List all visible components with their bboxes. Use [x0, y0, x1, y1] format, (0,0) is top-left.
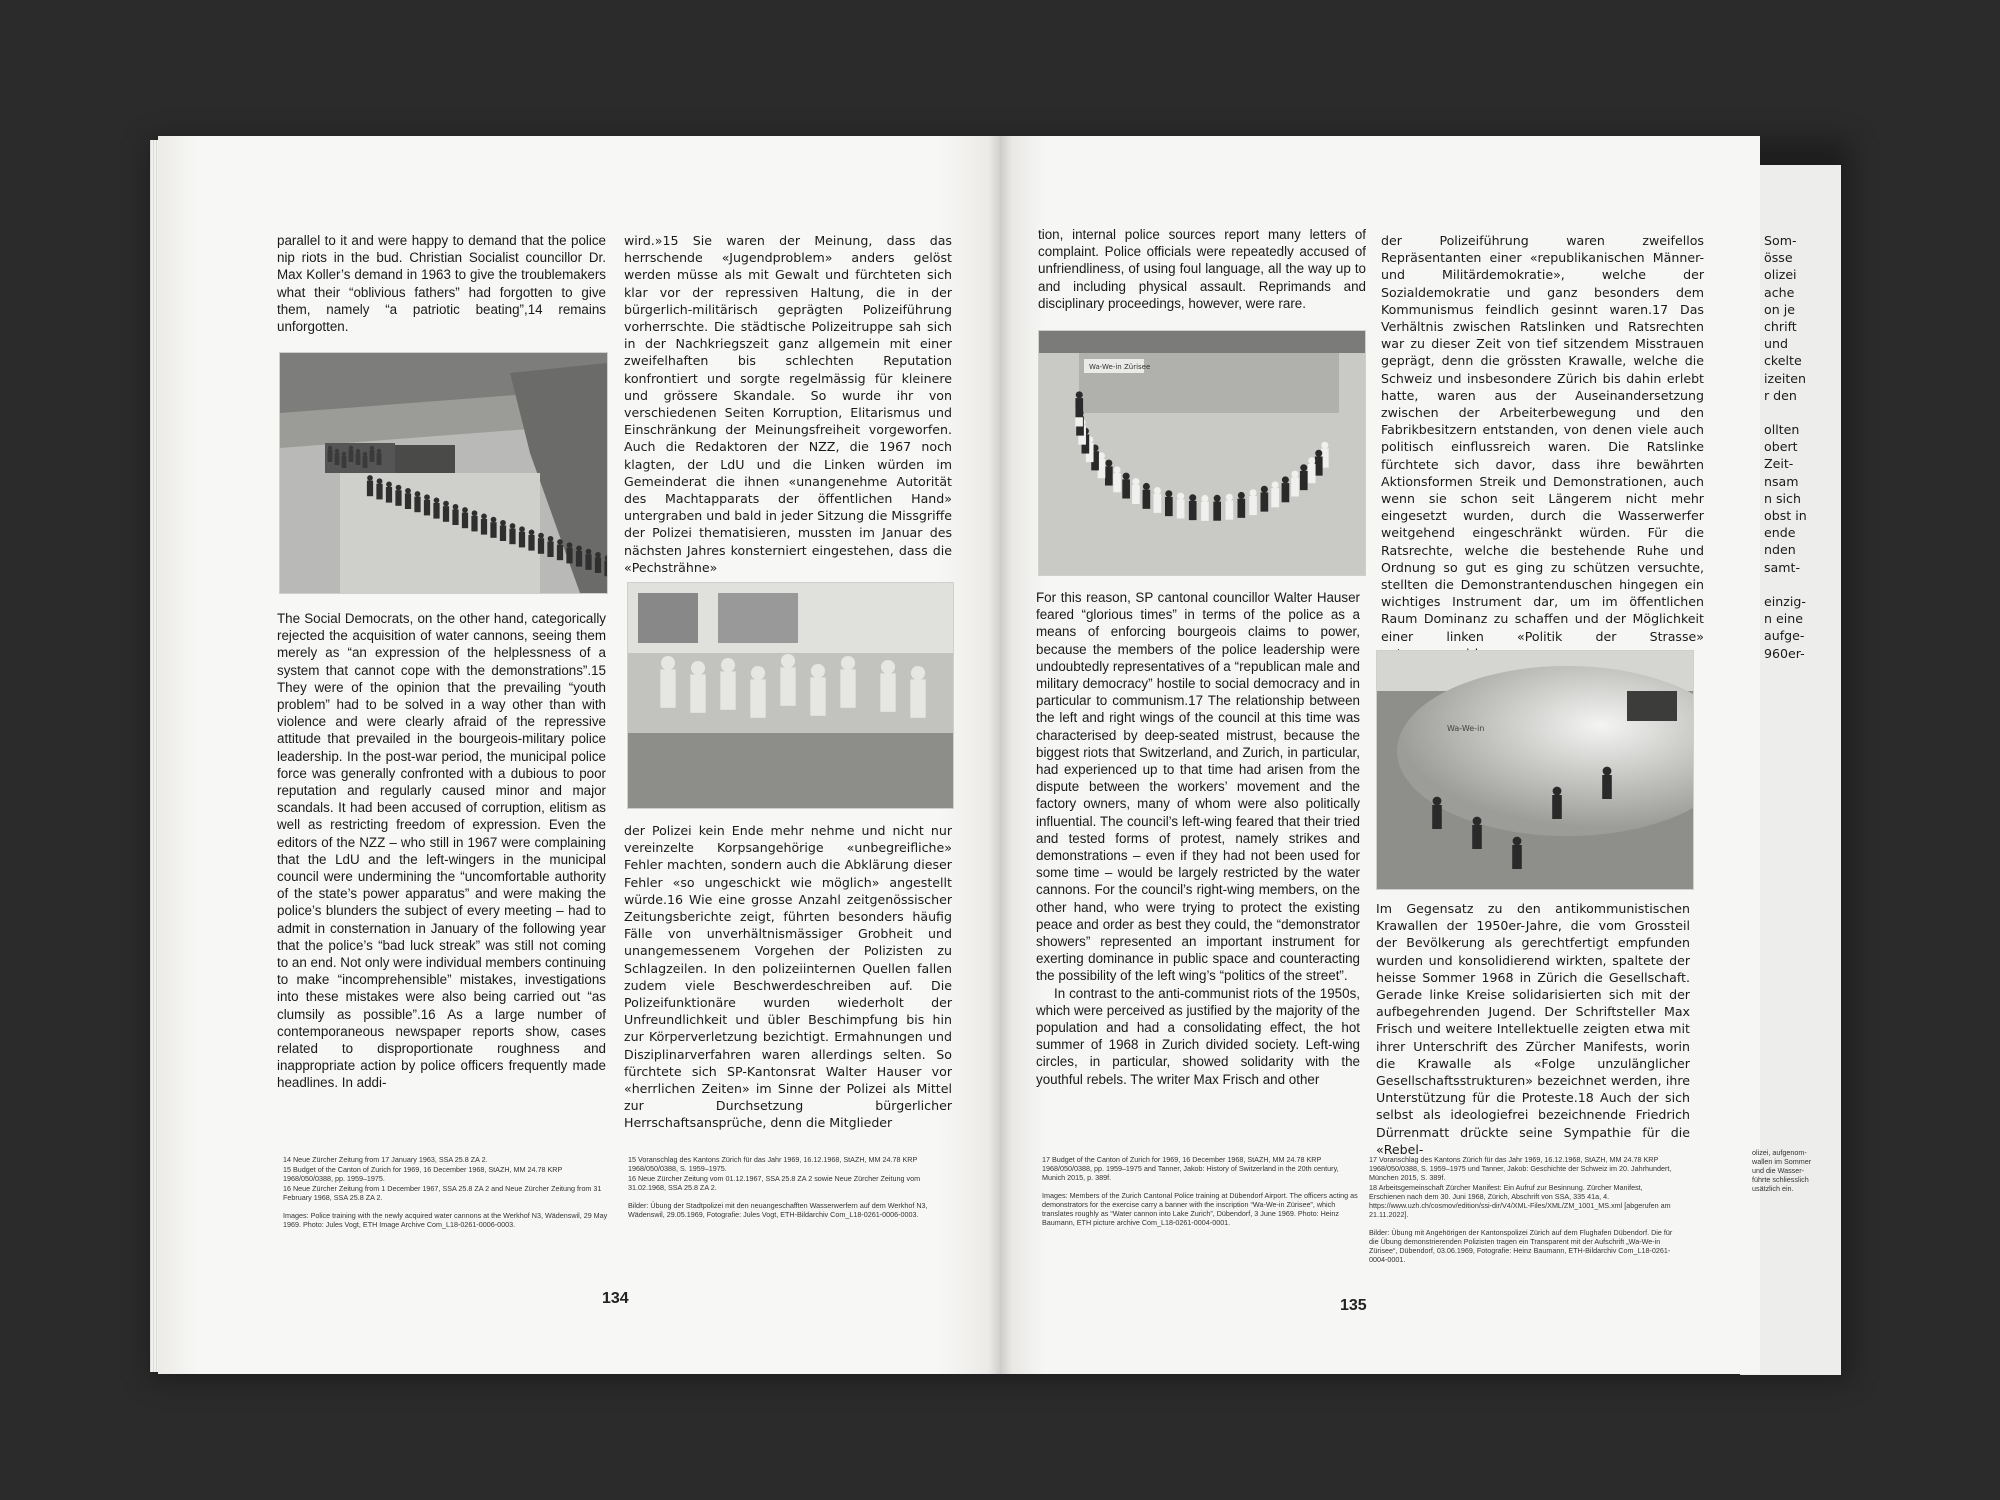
underlying-text-fragment: izeiten: [1764, 370, 1807, 386]
paragraph: The Social Democrats, on the other hand, categorically rejected the acquisition of water cannons, seeing them merely as “an expression of the helplessness of a system that cannot cope with the demonstrations”.15 They were of the opinion that the prevailing “youth problem” had to be solved in a way other than with violence and were clearly afraid of the repressive attitude that prevailed in the bourgeois-military police leadership. In the post-war period, the municipal police force was generally confronted with a dubious to poor reputation and regularly caused minor and major scandals. It had been accused of corruption, elitism as well as restricting freedom of expression. Even the editors of the NZZ – who still in 1967 were complaining that the LdU and the left-wingers in the municipal council were undermining the “uncomfortable authority of the state’s power apparatus” and were making the police’s blunders the subject of every meeting – had to admit in consternation in January of the following year that the police’s “bad luck streak” was still not coming to an end. Not only were individual members continuing to make “incomprehensible” mistakes, investigations into these mistakes were also being carried out “as clumsily as possible”.16 As a large number of contemporaneous newspaper reports show, cases related to disproportionate roughness and inappropriate action by police officers frequently made headlines. In addi-: [277, 611, 606, 1091]
book-gutter: [988, 136, 1012, 1374]
underlying-text-fragment: össe: [1764, 250, 1793, 266]
footnote: 14 Neue Zürcher Zeitung from 17 January 1963, SSA 25.8 ZA 2.: [283, 1155, 488, 1164]
underlying-text-fragment: und: [1764, 336, 1788, 352]
underlying-text-fragment: obst in: [1764, 508, 1807, 523]
underlying-text-fragment: ckelte: [1764, 353, 1802, 369]
photo-men-with-hose: [627, 582, 954, 809]
underlying-text-fragment: 960er-: [1764, 645, 1805, 661]
image-caption: Bilder: Übung mit Angehörigen der Kantonspolizei Zürich auf dem Flughafen Dübendorf. Die für die Übung demonstrierenden Polizisten tragen ein Transparent mit der Aufschrift „Wa-We-in Züriseе“, Dübendorf, 03.06.1969, Fotografie: Heinz Baumann, ETH-Bildarchiv Com_L18-0261-0004-0001.: [1369, 1228, 1673, 1264]
paragraph: tion, internal police sources report many letters of complaint. Police officials were repeatedly accused of unfriendliness, of using foul language, all the way up to and including physical assault. Reprimands and disciplinary proceedings, however, were rare.: [1038, 227, 1366, 311]
right-col1-bottom-text: [1036, 589, 1360, 1088]
image-caption: Images: Police training with the newly acquired water cannons at the Werkhof N3, Wädenswil, 29 May 1969. Photo: Jules Vogt, ETH Image Archive Com_L18-0261-0006-0003.: [283, 1211, 608, 1229]
left-col1-bottom-text: [277, 610, 606, 1092]
footnote: 16 Neue Zürcher Zeitung vom 01.12.1967, SSA 25.8 ZA 2 sowie Neue Zürcher Zeitung vom 31.02.1968, SSA 25.8 ZA 2.: [628, 1174, 921, 1192]
underlying-text-fragment: olizei: [1764, 267, 1797, 283]
underlying-text-fragment: ollten: [1764, 422, 1800, 438]
paragraph: wird.»15 Sie waren der Meinung, dass das herrschende «Jugendproblem» anders gelöst werden müsse als mit Gewalt und fürchteten sich klar vor der repressiven Haltung, die in der bürgerlich-militärisch geprägten Polizeiführung vorherrschte. Die städtische Polizeitruppe sah sich in der Nachkriegszeit ganz allgemein mit einer zweifelhaften bis schlechten Reputation konfrontiert und sorgte regelmässig für kleinere und grössere Skandale. So wurde ihr von verschiedenen Seiten Korruption, Elitarismus und Einschränkung der Meinungsfreiheit vorgeworfen. Auch die Redaktoren der NZZ, die 1967 noch klagten, der LdU und die Linken würden im Gemeinderat die ihnen «unangenehme Autorität des Machtapparats der öffentlichen Hand» untergraben und bald in jeder Sitzung die Missgriffe der Polizei thematisieren, mussten im Januar des nächsten Jahres konsterniert eingestehen, dass die «Pechsträhne»: [624, 233, 952, 575]
paragraph: For this reason, SP cantonal councillor Walter Hauser feared “glorious times” in terms of the police as a means of enforcing bourgeois claims to power, because the members of the police leadership were undoubtedly representatives of a “republican male and military democracy” hostile to social democracy and in particular to communism.17 The relationship between the left and right wings of the council at this time was characterised by deep-seated mistrust, because the biggest riots that Switzerland, and Zurich, in particular, had experienced up to that time had arisen from the dispute between the workers’ movement and the factory owners, many of whom were also politically influential. The council’s left-wing feared that their tried and tested forms of protest, namely strikes and demonstrations – even if they had not been used for some time – would be largely restricted by the water cannons. For the council’s right-wing members, on the other hand, who were trying to protect the existing peace and order as best they could, the “demonstrator showers” represented an important instrument for exerting dominance in public space and counteracting the possibility of the left wing’s “politics of the street”.: [1036, 590, 1360, 984]
photo-drawing: [1377, 651, 1693, 889]
underlying-text-fragment: r den: [1764, 387, 1797, 403]
left-footnotes-en: [283, 1155, 613, 1230]
underlying-text-fragment: Som-: [1764, 233, 1797, 248]
underlying-text-fragment: Zeit-: [1764, 456, 1794, 472]
footnote: 15 Voranschlag des Kantons Zürich für das Jahr 1969, 16.12.1968, StAZH, MM 24.78 KRP 1968/050/0388, S. 1959–1975.: [628, 1155, 918, 1173]
underlying-text-fragment: on je: [1764, 301, 1795, 317]
right-footnotes-de: [1369, 1155, 1679, 1265]
photo-demonstrators-cordon: [1038, 330, 1366, 576]
underlying-text-fragment: einzig-: [1764, 593, 1806, 609]
paragraph: der Polizei kein Ende mehr nehme und nicht nur vereinzelte Korpsangehörige «unbegreifliche» Fehler machten, sondern auch die Abklärung dieser Fehler «so ungeschickt wie möglich» angestellt würde.16 Wie eine grosse Anzahl zeitgenössischer Zeitungsberichte zeigt, führten besonders häufig Fälle von unverhältnismässiger Grobheit und unangemessenem Vorgehen der Polizisten zu Schlagzeilen. In den polizeiinternen Quellen fallen zudem viele Beschwerdeschreiben auf. Die Polizeifunktionäre wurden wiederholt der Unfreundlichkeit und übler Beschimpfung bis hin zur Körperverletzung bezichtigt. Ermahnungen und Disziplinarverfahren waren allerdings selten. So fürchtete sich SP-Kantonsrat Walter Hauser vor «herrlichen Zeiten» im Sinne der Polizei als Mittel zur Durchsetzung bürgerlicher Herrschaftsansprüche, denn die Mitglieder: [624, 823, 952, 1131]
image-caption: Bilder: Übung der Stadtpolizei mit den neuangeschafften Wasserwerfern auf dem Werkhof N3, Wädenswil, 29.05.1969, Fotografie: Jules Vogt, ETH-Bildarchiv Com_L18-0261-0006-0003.: [628, 1201, 928, 1219]
footnote: 15 Budget of the Canton of Zurich for 1969, 16 December 1968, StAZH, MM 24.78 KRP 1968/050/0388, pp. 1959–1975.: [283, 1165, 563, 1183]
underlying-text-fragment: [1764, 576, 1834, 593]
footnote: 16 Neue Zürcher Zeitung from 1 December 1967, SSA 25.8 ZA 2 and Neue Zürcher Zeitung from 31 February 1968, SSA 25.8 ZA 2.: [283, 1184, 602, 1202]
image-caption: Images: Members of the Zurich Cantonal Police training at Dübendorf Airport. The officers acting as demonstrators for the exercise carry a banner with the inscription “Wa-We-in Züriseе”, which translates roughly as “Water cannon into Lake Zurich”, Dübendorf, 3 June 1969. Photo: Heinz Baumann, ETH picture archive Com_L18-0261-0004-0001.: [1042, 1191, 1358, 1227]
right-col1-top-text: [1038, 226, 1366, 312]
underlying-page-text: [1764, 232, 1834, 662]
underlying-text-fragment: nsam: [1764, 473, 1799, 489]
footnote: 17 Budget of the Canton of Zurich for 1969, 16 December 1968, StAZH, MM 24.78 KRP 1968/050/0388, pp. 1959–1975 and Tanner, Jakob: History of Switzerland in the 20th century, Munich 2015, p. 389f.: [1042, 1155, 1339, 1182]
right-col2-top-text: [1381, 232, 1704, 662]
photo-drawing: [628, 583, 953, 808]
underlying-text-fragment: aufge-: [1764, 628, 1805, 644]
left-footnotes-de: [628, 1155, 958, 1220]
underlying-text-fragment: n sich: [1764, 490, 1801, 506]
underlying-page-footnote: olizei, aufgenom- wallen im Sommer und die Wasser- führte schliesslich usätzlich ein.: [1752, 1148, 1812, 1193]
right-col2-bottom-text: [1376, 900, 1690, 1158]
photo-police-training-wadenswil: [279, 352, 608, 594]
left-col1-top-text: [277, 232, 606, 335]
photo-drawing: [1039, 331, 1365, 575]
underlying-text-fragment: obert: [1764, 439, 1798, 455]
underlying-text-fragment: n eine: [1764, 611, 1803, 627]
photo-drawing: [280, 353, 607, 593]
footnote: 18 Arbeitsgemeinschaft Zürcher Manifest: Ein Aufruf zur Besinnung. Zürcher Manifest, Erschienen nach dem 30. Juni 1968, Zürich, Abschrift von SSA, 335 41a, 4. https://www.uzh.ch/cosmov/edition/ssi-dir/V4/XML-Files/XML/ZM_1001_MS.xml [abgerufen am 21.11.2022].: [1369, 1183, 1671, 1219]
paragraph: In contrast to the anti-communist riots of the 1950s, which were perceived as justified by the majority of the population and had a consolidating effect, the hot summer of 1968 in Zurich divided society. Left-wing circles, in particular, showed solidarity with the youthful rebels. The writer Max Frisch and other: [1036, 985, 1360, 1087]
underlying-text-fragment: [1764, 404, 1834, 421]
paragraph: der Polizeiführung waren zweifellos Repräsentanten einer «republikanischen Männer- und Militärdemokratie», welche der Sozialdemokratie und ganz besonders dem Kommunismus feindlich gesinnt waren.17 Das Verhältnis zwischen Ratslinken und Ratsrechten war zu dieser Zeit von tief sitzendem Misstrauen geprägt, denn die grössten Krawalle, welche die Schweiz und insbesondere Zürich bis dahin erlebt hatte, waren aus der Auseinandersetzung zwischen der Arbeiterbewegung und den Fabrikbesitzern entstanden, von denen viele auch politisch einflussreich waren. Die Ratslinke fürchtete sich davor, dass ihre bewährten Aktionsformen Streik und Demonstrationen, auch wenn sie schon seit Längerem nicht mehr eingesetzt wurden, durch die Wasserwerfer weitgehend eingeschränkt würden. Für die Ratsrechte, welche die bestehende Ruhe und Ordnung so gut es ging zu schützen versuchte, stellten die Demonstrantenduschen hingegen ein wichtiges Instrument dar, um im öffentlichen Raum Dominanz zu schaffen und der Möglichkeit einer linken «Politik der Strasse»: [1381, 233, 1704, 644]
svg-text:Wa-We-in: Wa-We-in: [1447, 724, 1485, 733]
page-number-left: 134: [602, 1290, 629, 1307]
footnote: 17 Voranschlag des Kantons Zürich für das Jahr 1969, 16.12.1968, StAZH, MM 24.78 KRP 1968/050/0388, S. 1959–1975 und Tanner, Jakob: Geschichte der Schweiz im 20. Jahrhundert, München 2015, S. 389f.: [1369, 1155, 1672, 1182]
left-col2-top-text: [624, 232, 952, 576]
underlying-text-fragment: nden: [1764, 542, 1796, 558]
left-col2-bottom-text: [624, 822, 952, 1132]
underlying-text-fragment: ache: [1764, 284, 1795, 300]
paragraph: Im Gegensatz zu den antikommunistischen Krawallen der 1950er-Jahre, die vom Grossteil der Bevölkerung als gerechtfertigt empfunden wurden und konsolidierend wirkten, spaltete der heisse Sommer 1968 in Zürich die Gesellschaft. Gerade linke Kreise solidarisierten sich mit der aufbegehrenden Jugend. Der Schriftsteller Max Frisch und weitere Intellektuelle zeigten etwa mit ihrer Unterschrift des Zürcher Manifests, worin die Krawalle als «Folge unzulänglicher Gesellschaftsstrukturen» bezeichnet werden, ihre Unterstützung für die Proteste.18 Auch der sich selbst als ideologiefrei bezeichnende Friedrich Dürrenmatt drückte seine Sympathie für die «Rebel-: [1376, 901, 1690, 1157]
page-number-right: 135: [1340, 1297, 1367, 1314]
underlying-text-fragment: ende: [1764, 525, 1796, 541]
paragraph: parallel to it and were happy to demand that the police nip riots in the bud. Christian Socialist councillor Dr. Max Koller’s demand in 1963 to give the troublemakers what their “oblivious fathers” had forgotten to give them, namely “a patriotic beating”,14 remains unforgotten.: [277, 233, 606, 335]
right-footnotes-en: [1042, 1155, 1360, 1228]
svg-text:Wa-We-in Zürisee: Wa-We-in Zürisee: [1089, 363, 1151, 371]
underlying-text-fragment: chrift: [1764, 318, 1797, 334]
photo-water-cannon-spray: [1376, 650, 1694, 890]
underlying-text-fragment: samt-: [1764, 559, 1801, 575]
